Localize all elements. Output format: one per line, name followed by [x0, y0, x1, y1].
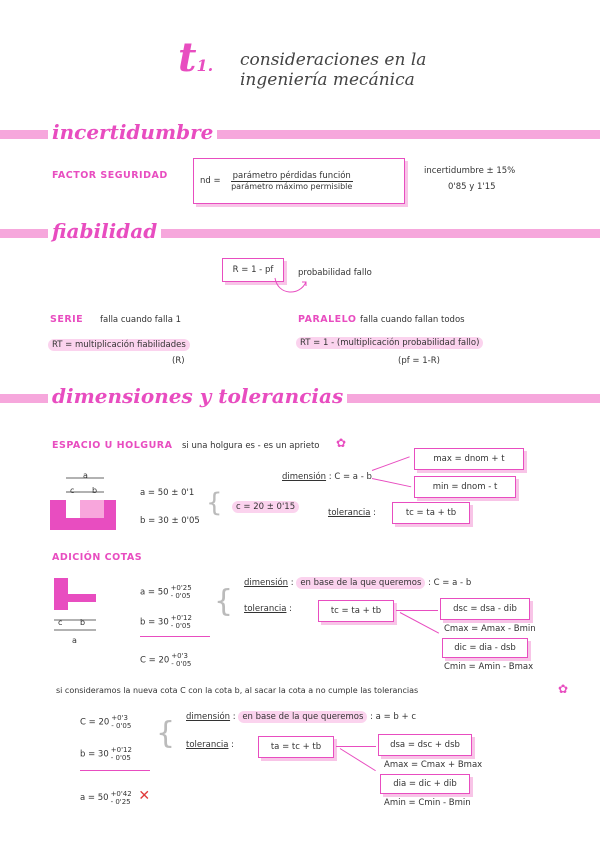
brace-icon: {	[214, 584, 234, 619]
note-text: si consideramos la nueva cota C con la cota b, al sacar la cota a no cumple las tolerancias	[56, 686, 419, 695]
rt-serie: RT = multiplicación fiabilidades	[48, 339, 190, 351]
pf-note: probabilidad fallo	[298, 268, 372, 278]
flower-icon: ✿	[336, 436, 347, 450]
uncertainty-range: 0'85 y 1'15	[448, 182, 496, 192]
connector	[372, 478, 411, 487]
cmax-box: max = dnom + t	[414, 448, 524, 470]
espacio-text: si una holgura es - es un aprieto	[182, 441, 320, 451]
section-title-incertidumbre: incertidumbre	[48, 120, 217, 144]
espacio-label: ESPACIO U HOLGURA	[52, 440, 173, 451]
amin-text: Amin = Cmin - Bmin	[384, 798, 471, 808]
dim3-line: dimensión : en base de la que queremos : a = b + c	[186, 712, 417, 722]
fraction	[231, 171, 353, 191]
rt-paralelo: RT = 1 - (multiplicación probabilidad fallo)	[296, 337, 483, 349]
page-title: consideraciones en la ingeniería mecánica	[240, 50, 427, 90]
c2-value: C = 20 +0'3 - 0'05	[140, 652, 192, 668]
a2-value: a = 50 +0'25 - 0'05	[140, 584, 192, 600]
tol3-label: tolerancia :	[186, 740, 235, 750]
dim2-line: dimensión : en base de la que queremos : C = a - b	[244, 578, 472, 588]
fraction-denominator: parámetro máximo permisible	[231, 182, 353, 191]
rt-paralelo-sub: (pf = 1-R)	[398, 356, 440, 366]
dimension-line: dimensión : C = a - b	[282, 472, 372, 482]
b-value: b = 30 ± 0'05	[140, 516, 200, 526]
amax-text: Amax = Cmax + Bmax	[384, 760, 483, 770]
cmax2-text: Cmax = Amax - Bmin	[444, 624, 536, 634]
underline	[140, 636, 210, 637]
tol-formula-box: tc = ta + tb	[392, 502, 470, 524]
connector	[336, 746, 376, 747]
c-value-text: c = 20 ± 0'15	[232, 501, 299, 513]
reliability-formula: R = 1 - pf	[222, 258, 284, 282]
adicion-label: ADICIÓN COTAS	[52, 552, 143, 563]
section-title-dimensiones: dimensiones y tolerancias	[48, 384, 347, 408]
brace-icon: {	[206, 488, 223, 518]
adicion-b-label: b	[80, 618, 86, 627]
arrow-icon	[270, 276, 310, 300]
dim-c-label: c	[70, 486, 75, 495]
serie-text: falla cuando falla 1	[100, 315, 182, 325]
a-value: a = 50 ± 0'1	[140, 488, 195, 498]
tol-label: tolerancia :	[328, 508, 377, 518]
dim-b-label: b	[92, 486, 98, 495]
paralelo-label: PARALELO	[298, 314, 357, 325]
c-value	[232, 502, 299, 512]
cross-icon: ✕	[138, 788, 151, 804]
connector	[396, 610, 438, 611]
dia-box: dia = dic + dib	[380, 774, 470, 794]
section-title-fiabilidad: fiabilidad	[48, 219, 161, 243]
underline	[80, 770, 150, 771]
cmin2-text: Cmin = Amin - Bmax	[444, 662, 534, 672]
uncertainty-note: incertidumbre ± 15%	[424, 166, 516, 176]
flower-icon: ✿	[558, 682, 569, 696]
rt-serie-sub: (R)	[172, 356, 185, 366]
tol2-label: tolerancia :	[244, 604, 293, 614]
dsc-box: dsc = dsa - dib	[440, 598, 530, 620]
connector	[400, 612, 439, 634]
adicion-a-label: a	[72, 636, 77, 645]
a3-value: a = 50 +0'42 - 0'25 ✕	[80, 788, 151, 806]
dsa-box: dsa = dsc + dsb	[378, 734, 472, 756]
brace-icon: {	[156, 716, 176, 751]
dic-box: dic = dia - dsb	[442, 638, 528, 658]
dim-a-label: a	[83, 471, 88, 480]
b2-value: b = 30 +0'12 - 0'05	[140, 614, 192, 630]
connector	[340, 748, 376, 771]
tol3-formula-box: ta = tc + tb	[258, 736, 334, 758]
tol2-formula-box: tc = ta + tb	[318, 600, 394, 622]
connector	[372, 456, 410, 471]
b3-value: b = 30 +0'12 - 0'05	[80, 746, 132, 762]
adicion-c-label: c	[58, 618, 63, 627]
fraction-numerator: parámetro pérdidas función	[232, 171, 351, 181]
title-number: t1.	[178, 34, 214, 81]
paralelo-text: falla cuando fallan todos	[360, 315, 465, 325]
factor-formula-box	[193, 158, 405, 204]
factor-label: FACTOR SEGURIDAD	[52, 170, 168, 181]
c3-value: C = 20 +0'3 - 0'05	[80, 714, 132, 730]
nd-label: nd =	[200, 176, 221, 186]
serie-label: SERIE	[50, 314, 84, 325]
cmin-box: min = dnom - t	[414, 476, 516, 498]
